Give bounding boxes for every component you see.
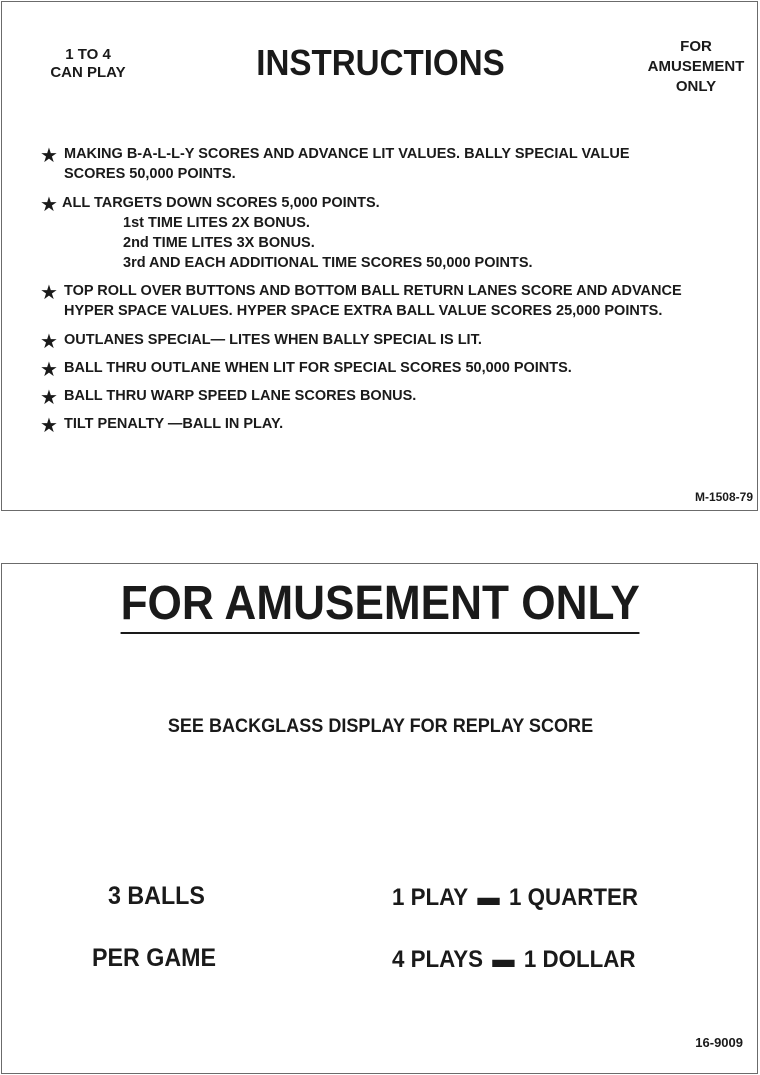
price-line xyxy=(392,884,638,912)
amusement-notice-line: AMUSEMENT xyxy=(647,58,745,75)
per-game-label: PER GAME xyxy=(92,944,217,972)
star-icon: ★ xyxy=(40,145,58,167)
amusement-title xyxy=(2,578,759,634)
price-coin: 1 DOLLAR xyxy=(523,946,636,973)
player-count-line: 1 TO 4 xyxy=(65,46,111,63)
price-plays: 4 PLAYS xyxy=(392,946,483,973)
balls-count: 3 BALLS xyxy=(108,882,205,910)
rule-subtext: 1st TIME LITES 2X BONUS. xyxy=(123,215,310,231)
dash-icon: ▬ xyxy=(492,946,515,973)
star-icon: ★ xyxy=(40,387,58,409)
instructions-title: INSTRUCTIONS xyxy=(256,42,505,83)
rule-text: SCORES 50,000 POINTS. xyxy=(64,166,236,182)
instruction-card xyxy=(1,1,758,511)
price-line xyxy=(392,946,636,974)
card-part-number: 16-9009 xyxy=(695,1035,743,1050)
rule-text: HYPER SPACE VALUES. HYPER SPACE EXTRA BALL VALUE SCORES 25,000 POINTS. xyxy=(64,303,663,319)
rule-subtext: 2nd TIME LITES 3X BONUS. xyxy=(123,235,315,251)
pricing-card xyxy=(1,563,758,1074)
star-icon: ★ xyxy=(40,415,58,437)
player-count-line: CAN PLAY xyxy=(50,64,126,81)
rule-text: TILT PENALTY —BALL IN PLAY. xyxy=(64,416,284,432)
star-icon: ★ xyxy=(40,194,58,216)
price-plays: 1 PLAY xyxy=(392,884,469,911)
rule-subtext: 3rd AND EACH ADDITIONAL TIME SCORES 50,000 POINTS. xyxy=(123,255,533,271)
star-icon: ★ xyxy=(40,282,58,304)
star-icon: ★ xyxy=(40,331,58,353)
amusement-notice-line: ONLY xyxy=(675,78,717,95)
price-coin: 1 QUARTER xyxy=(509,884,638,911)
amusement-title-text: FOR AMUSEMENT ONLY xyxy=(121,578,640,634)
dash-icon: ▬ xyxy=(477,884,500,911)
amusement-notice-line: FOR xyxy=(680,38,712,55)
rules-list xyxy=(2,2,759,512)
rule-text: BALL THRU OUTLANE WHEN LIT FOR SPECIAL SCORES 50,000 POINTS. xyxy=(64,360,572,376)
star-icon: ★ xyxy=(40,359,58,381)
rule-text: TOP ROLL OVER BUTTONS AND BOTTOM BALL RETURN LANES SCORE AND ADVANCE xyxy=(64,283,682,299)
rule-text: BALL THRU WARP SPEED LANE SCORES BONUS. xyxy=(64,388,417,404)
replay-notice: SEE BACKGLASS DISPLAY FOR REPLAY SCORE xyxy=(167,716,594,737)
rule-text: OUTLANES SPECIAL— LITES WHEN BALLY SPECIAL IS LIT. xyxy=(64,332,482,348)
rule-text: MAKING B-A-L-L-Y SCORES AND ADVANCE LIT VALUES. BALLY SPECIAL VALUE xyxy=(64,146,630,162)
card-part-number: M-1508-79 xyxy=(694,490,753,504)
rule-text: ALL TARGETS DOWN SCORES 5,000 POINTS. xyxy=(62,195,380,211)
